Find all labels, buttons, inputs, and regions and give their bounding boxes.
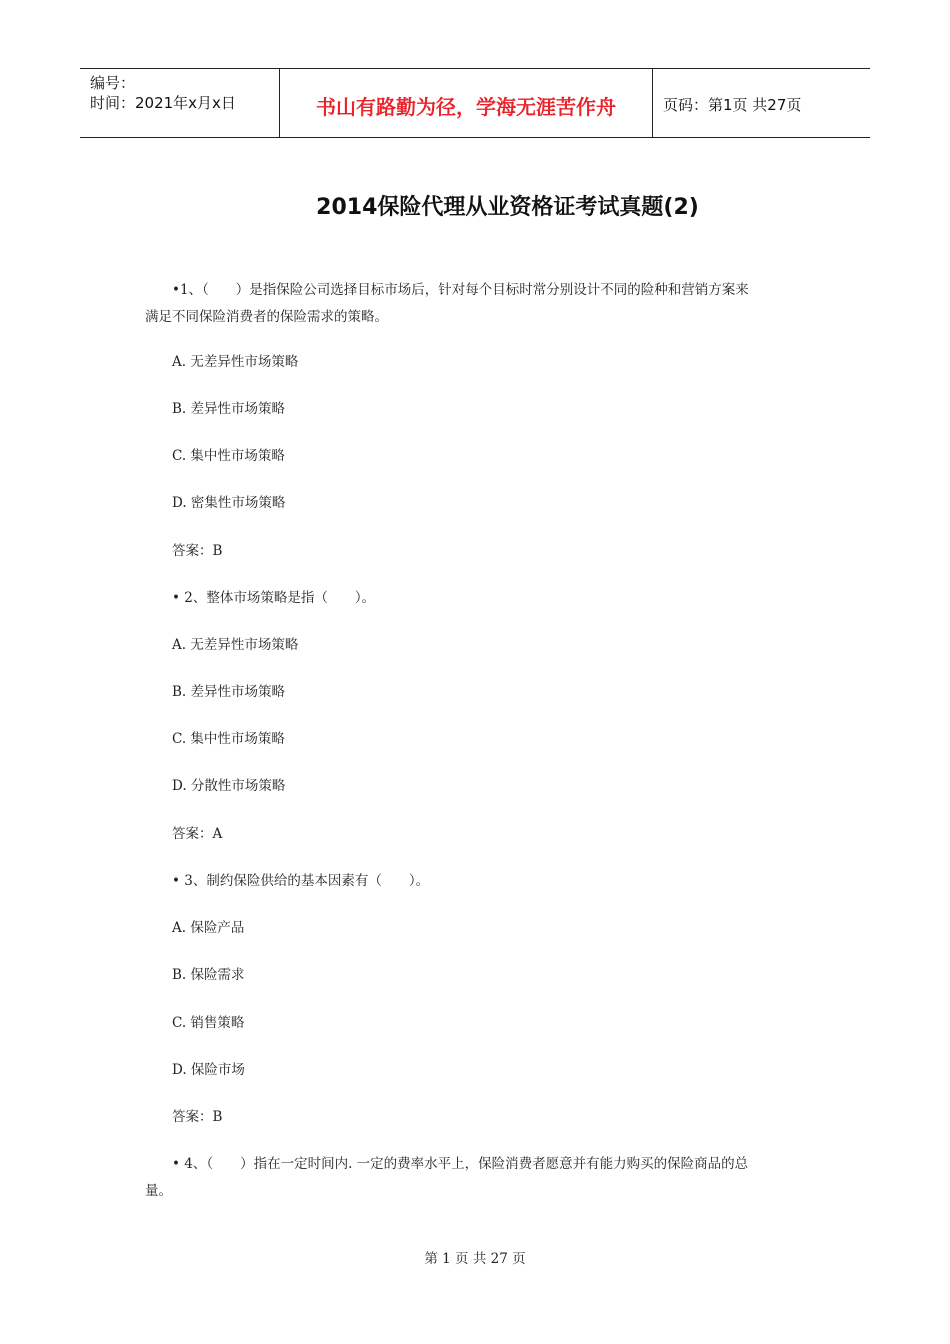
- question-1-text-cont: 满足不同保险消费者的保险需求的策略。: [145, 309, 388, 325]
- header-page-info: 页码：第1页 共27页: [663, 95, 802, 114]
- header-table: [80, 68, 870, 138]
- question-2-option-a: A. 无差异性市场策略: [172, 637, 299, 653]
- question-4-text: • 4、（ ）指在一定时间内. 一定的费率水平上，保险消费者愿意并有能力购买的保险商品的总: [172, 1156, 749, 1172]
- question-1-answer: 答案：B: [172, 543, 223, 559]
- question-3-option-c: C. 销售策略: [172, 1015, 245, 1031]
- document-title: 2014保险代理从业资格证考试真题(2): [316, 195, 699, 220]
- question-3-answer: 答案：B: [172, 1109, 223, 1125]
- question-2-text: • 2、整体市场策略是指（ ）。: [172, 590, 376, 606]
- page-footer: 第 1 页 共 27 页: [424, 1251, 526, 1267]
- header-meta-cell: [80, 69, 280, 137]
- question-1-text: •1、（ ）是指保险公司选择目标市场后，针对每个目标时常分别设计不同的险种和营销方案来: [172, 282, 749, 298]
- time-label: 时间：2021年x月x日: [90, 94, 236, 112]
- question-2-option-c: C. 集中性市场策略: [172, 731, 285, 747]
- question-3-option-b: B. 保险需求: [172, 967, 245, 983]
- header-motto: 书山有路勤为径，学海无涯苦作舟: [280, 69, 653, 137]
- question-2-answer: 答案：A: [172, 826, 223, 842]
- question-1-option-c: C. 集中性市场策略: [172, 448, 285, 464]
- question-1-option-d: D. 密集性市场策略: [172, 495, 286, 511]
- question-3-option-d: D. 保险市场: [172, 1062, 245, 1078]
- question-2-option-d: D. 分散性市场策略: [172, 778, 286, 794]
- question-2-option-b: B. 差异性市场策略: [172, 684, 286, 700]
- question-3-text: • 3、制约保险供给的基本因素有（ ）。: [172, 873, 430, 889]
- question-4-text-cont: 量。: [145, 1183, 172, 1199]
- question-1-option-b: B. 差异性市场策略: [172, 401, 286, 417]
- question-1-option-a: A. 无差异性市场策略: [172, 354, 299, 370]
- question-3-option-a: A. 保险产品: [172, 920, 245, 936]
- number-label: 编号：: [90, 74, 136, 92]
